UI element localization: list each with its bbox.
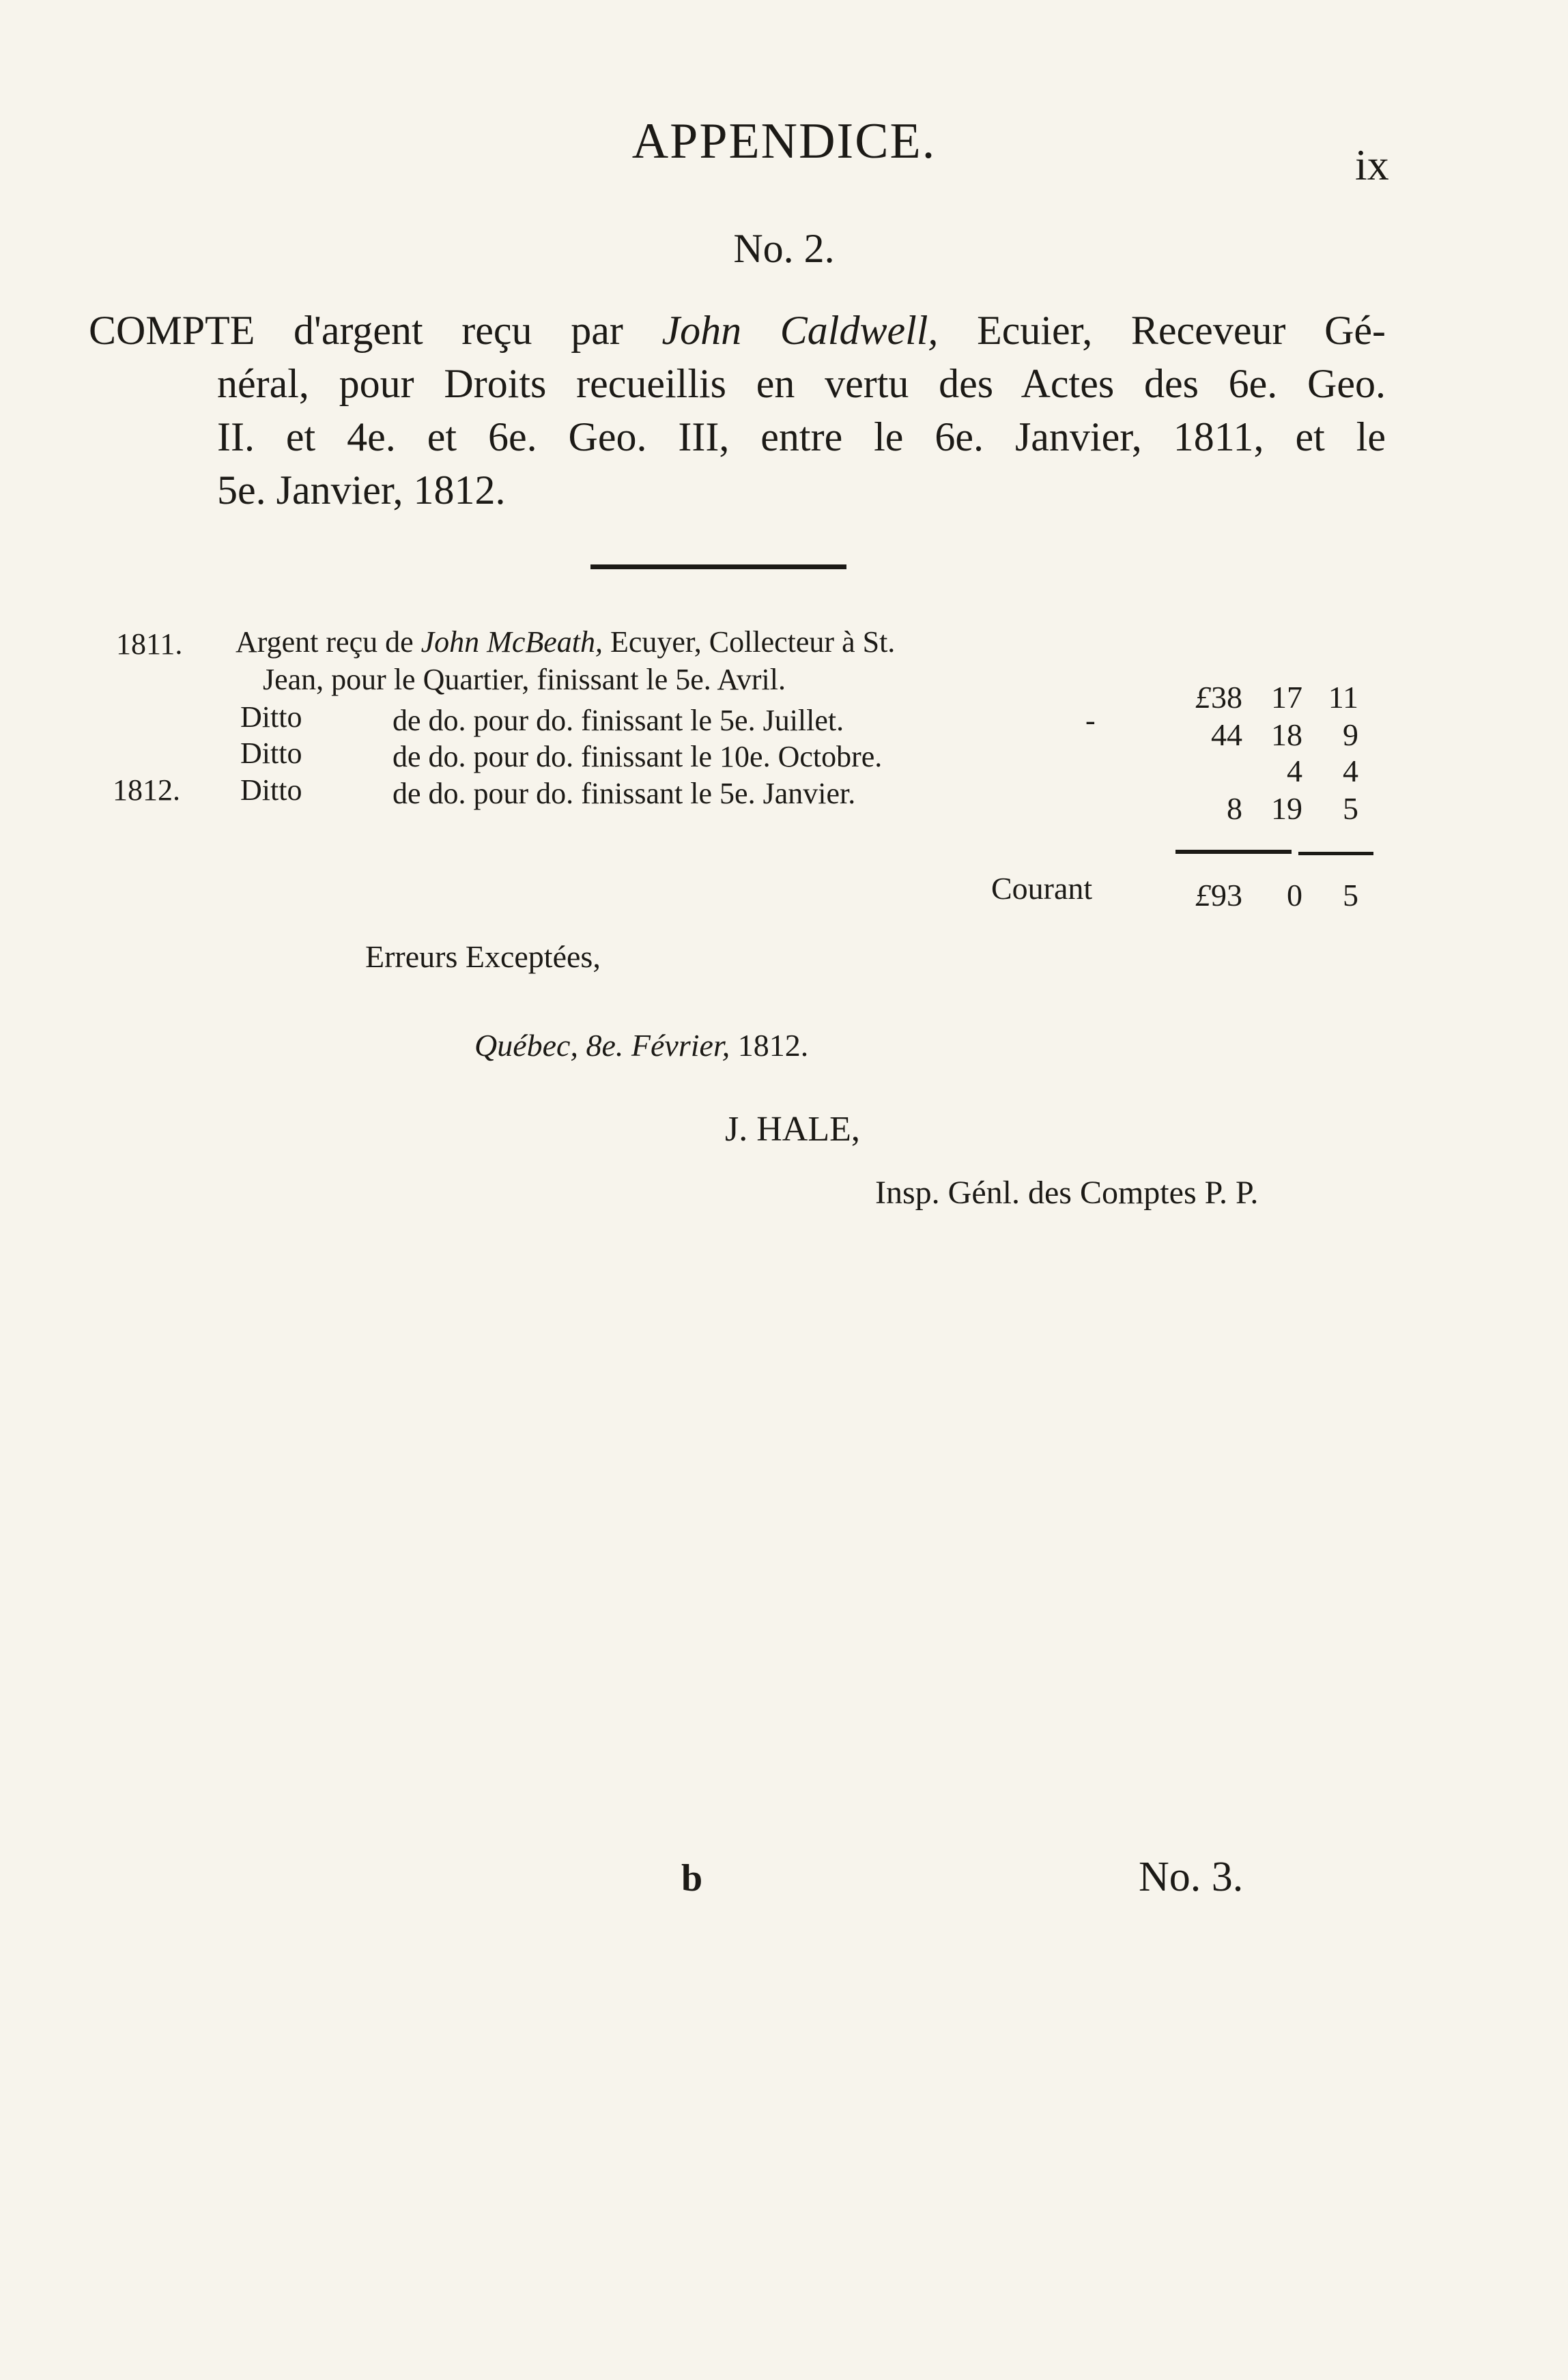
currency-symbol: £ [1195,680,1211,715]
running-head: APPENDICE. [631,113,937,169]
entry-lead: Argent reçu de [236,625,414,659]
total-shillings: 0 [1287,878,1302,913]
entry-ditto: Ditto [240,700,302,734]
currency-symbol: £ [1195,878,1211,913]
leader-dash: - [1085,704,1096,737]
entry-text: de do. pour do. finissant le 5e. Juillet. [393,704,844,737]
amount-pounds [1174,679,1242,715]
pounds-value: 93 [1211,878,1242,913]
heading-line-3: II. et 4e. et 6e. Geo. III, entre le 6e. Janvier, 1811, et le [217,414,1386,459]
page-number: ix [1355,141,1389,189]
amount-pence: 9 [1343,717,1358,752]
entry-ditto: Ditto [240,736,302,770]
total-pence: 5 [1343,878,1358,913]
entry-name: John McBeath, [420,625,603,659]
amount-pounds: 44 [1211,717,1242,752]
sum-rule [1298,852,1373,855]
amount-pence: 4 [1343,754,1358,788]
entry-text: de do. pour do. finissant le 5e. Janvier. [393,777,856,810]
signer-title: Insp. Génl. des Comptes P. P. [875,1175,1259,1211]
entry-year: 1811. [116,627,183,661]
pounds-value: 38 [1211,680,1242,715]
date-year: 1812. [737,1028,809,1063]
amount-shillings: 19 [1271,791,1302,826]
errors-excepted: Erreurs Exceptées, [365,939,601,974]
signature-mark: b [681,1857,703,1899]
sum-rule [1175,850,1292,854]
heading-line-2: néral, pour Droits recueillis en vertu des Actes des 6e. Geo. [217,361,1386,406]
heading-line-1 [89,307,1386,354]
amount-shillings: 17 [1271,680,1302,715]
total-pounds [1174,877,1242,913]
heading-lead: COMPTE d'argent reçu par [89,308,623,353]
decorative-rule [590,564,846,569]
catchword: No. 3. [1139,1854,1244,1900]
heading-tail: Ecuier, Receveur Gé- [977,308,1386,353]
place: Québec, [474,1028,578,1063]
entry-tail: Ecuyer, Collecteur à St. [610,625,896,659]
entry-ditto: Ditto [240,773,302,807]
signer-name: J. HALE, [725,1110,860,1149]
heading-name: John Caldwell, [661,308,939,353]
place-date [474,1027,808,1063]
entry-text [236,625,895,659]
entry-continuation: Jean, pour le Quartier, finissant le 5e. Avril. [263,663,786,696]
section-number: No. 2. [733,226,835,271]
amount-pence: 5 [1343,791,1358,826]
amount-pence: 11 [1328,680,1358,715]
entry-text: de do. pour do. finissant le 10e. Octobre. [393,740,883,773]
heading-line-4: 5e. Janvier, 1812. [217,468,506,513]
entry-year: 1812. [113,773,180,807]
total-label: Courant [991,871,1093,906]
amount-shillings: 18 [1271,717,1302,752]
amount-shillings: 4 [1287,754,1302,788]
amount-pounds: 8 [1227,791,1242,826]
date: 8e. Février, [586,1028,730,1063]
